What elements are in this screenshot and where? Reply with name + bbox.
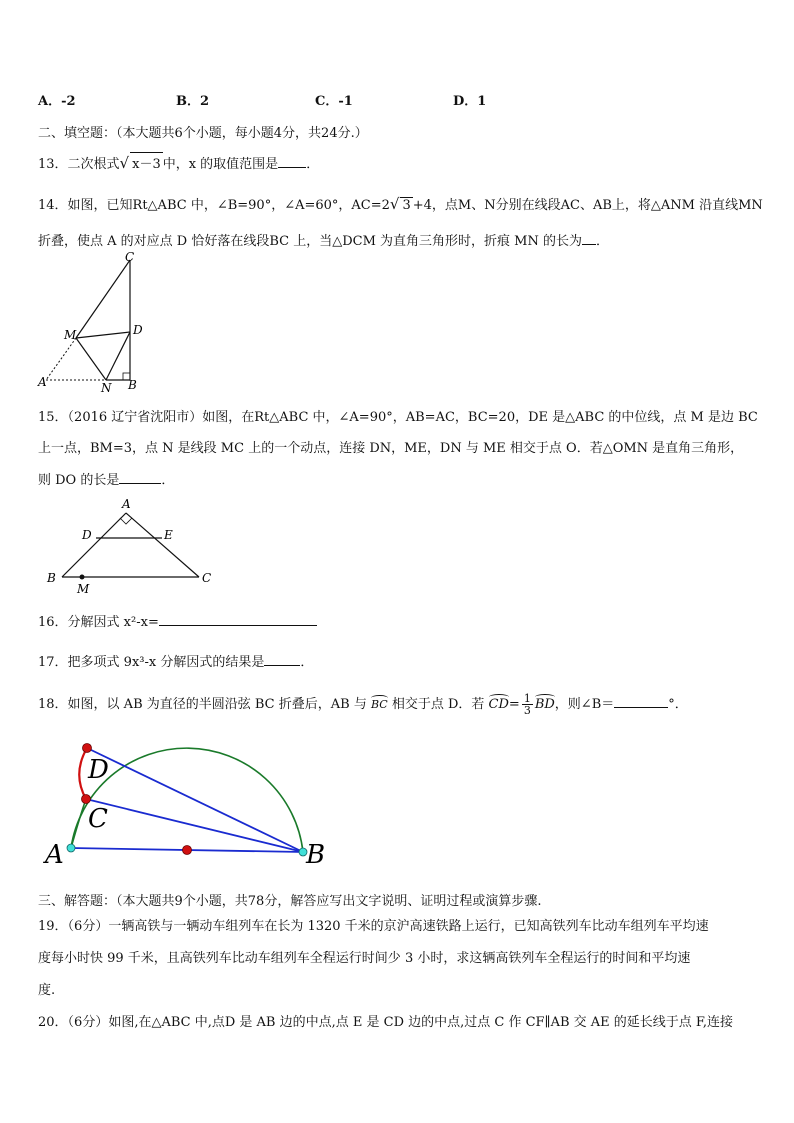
figure-folded-semicircle xyxy=(40,726,340,871)
question-15-line2: 上一点，BM=3，点 N 是线段 MC 上的一个动点，连接 DN，ME，DN 与 ME 相交于点 O．若△OMN 是直角三角形， xyxy=(38,441,744,456)
label-a: A xyxy=(38,375,47,389)
radical-sign: √ xyxy=(389,195,400,213)
arc-bd: BD xyxy=(534,697,555,712)
label-a: A xyxy=(45,840,64,870)
choice-a: A．-2 xyxy=(38,94,76,109)
fraction-one-third: $\frac{1}{3}$ xyxy=(523,692,531,717)
answer-blank xyxy=(119,471,161,484)
label-b: B xyxy=(306,840,326,870)
question-16: 16．分解因式 x²-x= xyxy=(38,611,317,630)
figure-triangle-fold xyxy=(36,250,146,395)
label-m: M xyxy=(64,328,77,342)
question-14-line2: 折叠，使点 A 的对应点 D 恰好落在线段BC 上，当△DCM 为直角三角形时，折痕 MN 的长为 ． xyxy=(38,234,609,249)
choice-c: C．-1 xyxy=(315,94,353,109)
answer-blank xyxy=(278,155,306,168)
section-title-fill-in: 二、填空题：（本大题共6个小题，每小题4分，共24分.） xyxy=(38,126,368,141)
label-d: D xyxy=(82,528,92,542)
answer-blank xyxy=(614,695,668,708)
question-19-line3: 度. xyxy=(38,983,56,998)
choice-d: D．1 xyxy=(453,94,487,109)
question-19-line2: 度每小时快 99 千米，且高铁列车比动车组列车全程运行时间少 3 小时，求这辆高铁列车全程运行的时间和平均速 xyxy=(38,951,691,966)
arc-cd: CD xyxy=(488,697,509,712)
label-a: A xyxy=(122,497,131,511)
answer-blank xyxy=(159,613,317,626)
label-e: E xyxy=(164,528,173,542)
q13-pre: 13．二次根式 xyxy=(38,157,120,172)
arc-bc: BC xyxy=(370,698,388,711)
q13-radicand: x－3 xyxy=(130,152,163,172)
label-c: C xyxy=(202,571,212,585)
choice-b: B．2 xyxy=(176,94,210,109)
question-19-line1: 19．（6分）一辆高铁与一辆动车组列车在长为 1320 千米的京沪高速铁路上运行，已知高铁列车比动车组列车平均速 xyxy=(38,919,709,934)
label-m: M xyxy=(77,582,90,596)
question-20-line1: 20．（6分）如图,在△ABC 中,点D 是 AB 边的中点,点 E 是 CD 边的中点,过点 C 作 CF∥AB 交 AE 的延长线于点 F,连接 xyxy=(38,1015,734,1030)
question-18: 18．如图，以 AB 为直径的半圆沿弦 BC 折叠后，AB 与 BC 相交于点 D．若 CD= $\frac{1}{3}$ BD，则∠B＝ °． xyxy=(38,692,688,717)
question-17: 17．把多项式 9x³-x 分解因式的结果是 ． xyxy=(38,655,314,670)
question-13: 13．二次根式√ x－3 中，x 的取值范围是 ． xyxy=(38,154,320,172)
label-n: N xyxy=(101,381,112,395)
section-title-solutions: 三、解答题：（本大题共9个小题，共78分，解答应写出文字说明、证明过程或演算步骤. xyxy=(38,894,542,909)
radical-sign: √ xyxy=(119,154,130,172)
question-15-line3: 则 DO 的长是 ． xyxy=(38,473,175,488)
answer-blank xyxy=(264,653,300,666)
figure-midline-triangle xyxy=(44,495,216,597)
label-c: C xyxy=(88,804,108,834)
label-b: B xyxy=(128,378,137,392)
label-d: D xyxy=(88,755,109,785)
question-14-line1: 14．如图，已知Rt△ABC 中，∠B=90°，∠A=60°，AC=2√ 3 +4，点M、N分别在线段AC、AB上，将△ANM 沿直线MN xyxy=(38,195,763,213)
q13-post: 中，x 的取值范围是 xyxy=(162,157,279,172)
label-d: D xyxy=(133,323,143,337)
label-c: C xyxy=(125,250,135,264)
answer-blank xyxy=(582,232,596,245)
question-15-line1: 15．（2016 辽宁省沈阳市）如图，在Rt△ABC 中，∠A=90°，AB=AC，BC=20，DE 是△ABC 的中位线，点 M 是边 BC xyxy=(38,410,758,425)
label-b: B xyxy=(47,571,56,585)
